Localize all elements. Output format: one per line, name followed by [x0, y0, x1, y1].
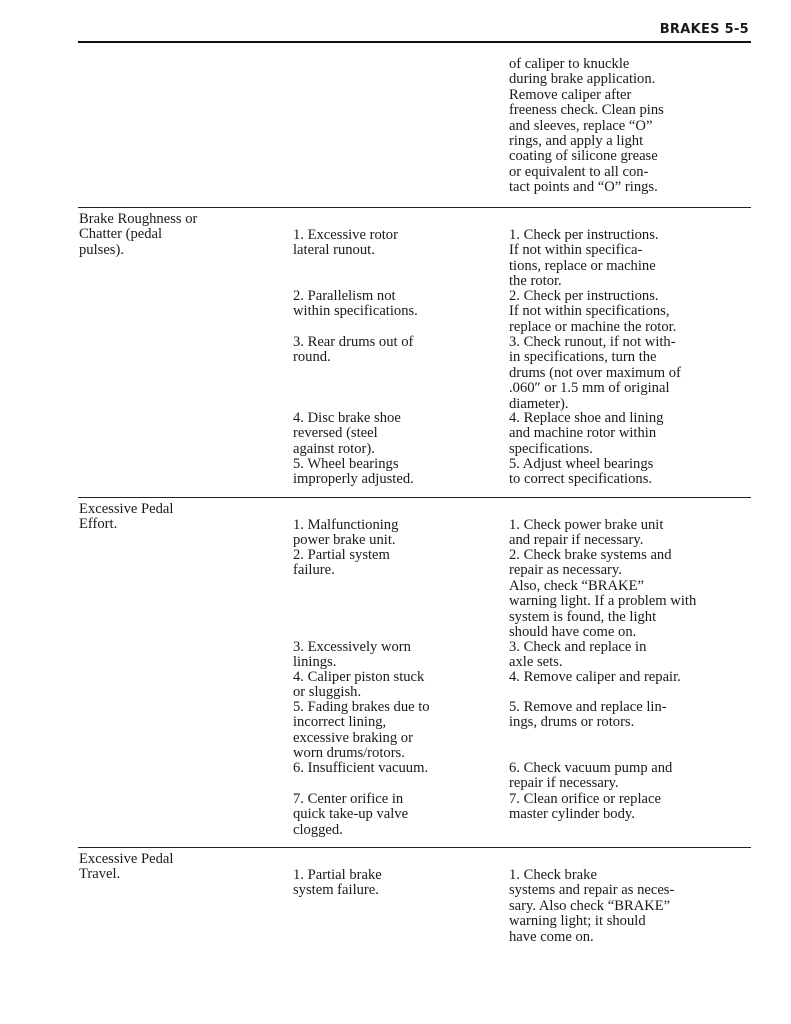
section-divider: [78, 207, 751, 208]
cause-4: 4. Disc brake shoe reversed (steel against rotor).: [293, 410, 401, 457]
cause-2: 2. Parallelism not within specifications.: [293, 288, 418, 320]
header-rule: [78, 41, 751, 43]
condition-excessive-pedal-effort: Excessive Pedal Effort.: [79, 501, 174, 533]
correction-5: 5. Adjust wheel bearings to correct specifications.: [509, 456, 654, 488]
section-divider: [78, 497, 751, 498]
correction-3: 3. Check and replace in axle sets.: [509, 639, 647, 671]
correction-2: 2. Check brake systems and repair as necessary. Also, check “BRAKE” warning light. If a problem with system is found, the light should have come on.: [509, 547, 697, 641]
cause-1: 1. Excessive rotor lateral runout.: [293, 227, 398, 259]
correction-1: 1. Check per instructions. If not within specifica- tions, replace or machine the rotor.: [509, 227, 659, 290]
correction-7: 7. Clean orifice or replace master cylinder body.: [509, 791, 661, 823]
section-divider: [78, 847, 751, 848]
continued-correction: of caliper to knuckle during brake application. Remove caliper after freeness check. Clean pins and sleeves, replace “O” rings, and apply a light coating of silicone grease or equivalent to all con- tact points and “O” rings.: [509, 56, 664, 196]
correction-2: 2. Check per instructions. If not within specifications, replace or machine the rotor.: [509, 288, 677, 335]
cause-5: 5. Fading brakes due to incorrect lining, excessive braking or worn drums/rotors.: [293, 699, 430, 762]
cause-7: 7. Center orifice in quick take-up valve clogged.: [293, 791, 409, 838]
cause-1: 1. Partial brake system failure.: [293, 867, 382, 899]
cause-1: 1. Malfunctioning power brake unit.: [293, 517, 399, 549]
cause-3: 3. Rear drums out of round.: [293, 334, 414, 366]
correction-5: 5. Remove and replace lin- ings, drums or rotors.: [509, 699, 667, 731]
cause-2: 2. Partial system failure.: [293, 547, 390, 579]
correction-4: 4. Replace shoe and lining and machine rotor within specifications.: [509, 410, 664, 457]
cause-5: 5. Wheel bearings improperly adjusted.: [293, 456, 414, 488]
correction-1: 1. Check power brake unit and repair if necessary.: [509, 517, 664, 549]
page-header: BRAKES 5-5: [659, 22, 749, 37]
cause-3: 3. Excessively worn linings.: [293, 639, 411, 671]
condition-brake-roughness: Brake Roughness or Chatter (pedal pulses).: [79, 211, 198, 258]
cause-4: 4. Caliper piston stuck or sluggish.: [293, 669, 425, 701]
correction-3: 3. Check runout, if not with- in specifications, turn the drums (not over maximum of .060″ or 1.5 mm of original diameter).: [509, 334, 681, 412]
condition-excessive-pedal-travel: Excessive Pedal Travel.: [79, 851, 174, 883]
cause-6: 6. Insufficient vacuum.: [293, 760, 429, 776]
correction-4: 4. Remove caliper and repair.: [509, 669, 681, 685]
correction-6: 6. Check vacuum pump and repair if necessary.: [509, 760, 673, 792]
correction-1: 1. Check brake systems and repair as neces- sary. Also check “BRAKE” warning light; it should have come on.: [509, 867, 675, 945]
